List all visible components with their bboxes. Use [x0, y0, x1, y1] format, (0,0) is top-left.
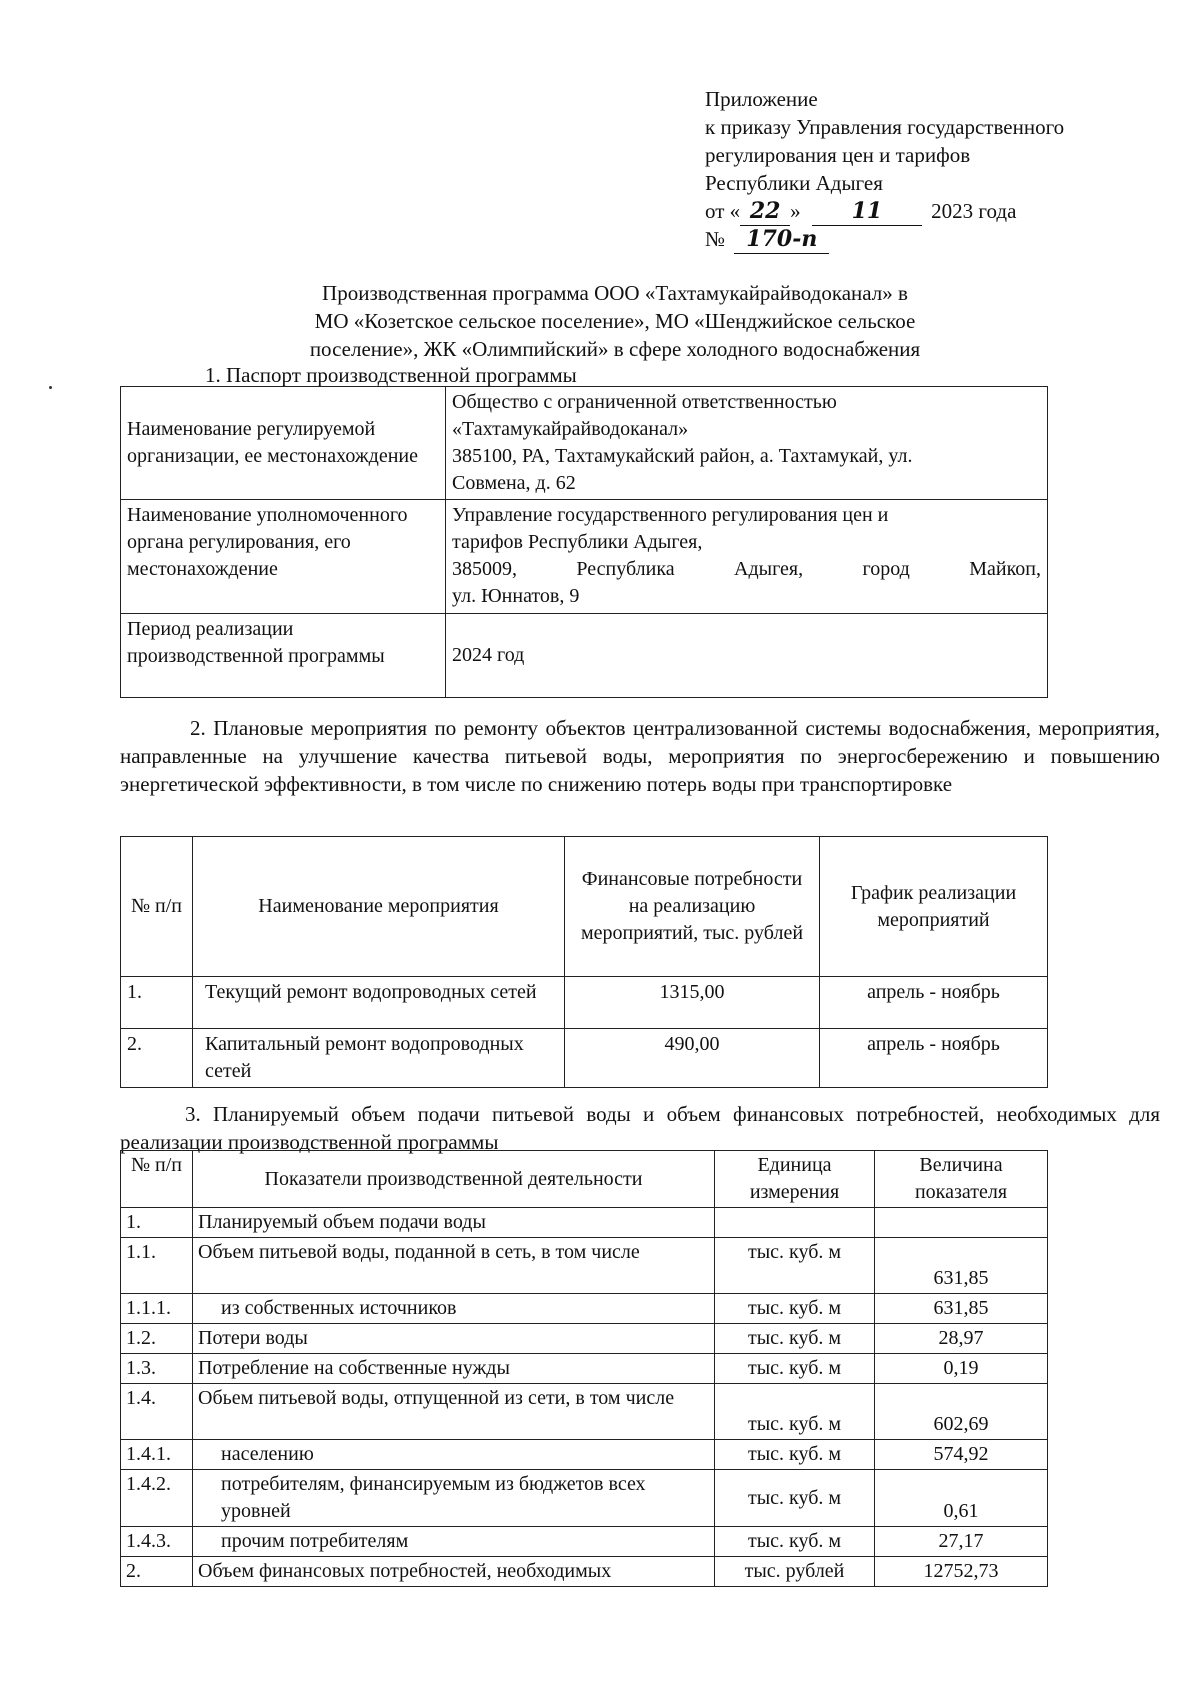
- indicator-unit: [715, 1208, 875, 1238]
- table-row: [121, 1208, 1048, 1238]
- table-row: [121, 1527, 1048, 1557]
- passport-value: [446, 614, 1048, 698]
- table-row: [121, 1470, 1048, 1527]
- title-line-2: МО «Козетское сельское поселение», МО «Шенджийское сельское: [314, 309, 916, 333]
- indicator-unit: тыс. куб. м: [715, 1354, 875, 1384]
- indicator-unit: тыс. куб. м: [715, 1527, 875, 1557]
- section3-heading: 3. Планируемый объем подачи питьевой воды и объем финансовых потребностей, необходимых для реализации производственной программы: [120, 1102, 1160, 1154]
- indicator-name: населению: [193, 1440, 715, 1470]
- row-number: 1.: [121, 1208, 193, 1238]
- section1-heading: 1. Паспорт производственной программы: [205, 363, 577, 387]
- measure-schedule: апрель - ноябрь: [820, 977, 1048, 1029]
- col-number: № п/п: [121, 1151, 193, 1208]
- indicator-value: 631,85: [875, 1238, 1048, 1294]
- table-row: [121, 1440, 1048, 1470]
- indicator-unit: тыс. куб. м: [715, 1470, 875, 1527]
- appendix-title: Приложение: [705, 87, 818, 111]
- passport-row: [121, 614, 1048, 698]
- row-number: 1.2.: [121, 1324, 193, 1354]
- indicator-value: [875, 1208, 1048, 1238]
- passport-value: [446, 387, 1048, 500]
- indicator-unit: тыс. куб. м: [715, 1324, 875, 1354]
- indicator-name: Потребление на собственные нужды: [193, 1354, 715, 1384]
- date-mid: »: [790, 199, 801, 223]
- value-line: 2024 год: [452, 644, 525, 666]
- col-unit: Единица измерения: [715, 1151, 875, 1208]
- value-line: 385009, Республика Адыгея, город Майкоп,: [452, 558, 1041, 580]
- date-suffix: 2023 года: [931, 199, 1017, 223]
- passport-table: [120, 386, 1048, 698]
- value-line: «Тахтамукайрайводоканал»: [452, 418, 689, 440]
- scan-speck: [49, 386, 52, 389]
- indicator-unit: тыс. куб. м: [715, 1294, 875, 1324]
- row-number: 1.4.2.: [121, 1470, 193, 1527]
- col-value: Величина показателя: [875, 1151, 1048, 1208]
- indicator-name: из собственных источников: [193, 1294, 715, 1324]
- table-row: [121, 1557, 1048, 1587]
- passport-row: [121, 500, 1048, 614]
- indicator-value: 574,92: [875, 1440, 1048, 1470]
- row-number: 2.: [121, 1029, 193, 1088]
- indicator-value: 27,17: [875, 1527, 1048, 1557]
- passport-label: Наименование уполномоченного органа регулирования, его местонахождение: [121, 500, 446, 614]
- appendix-line-4: Республики Адыгея: [705, 171, 883, 195]
- indicators-table: [120, 1150, 1048, 1587]
- indicator-value: 602,69: [875, 1384, 1048, 1440]
- table-row: [121, 1029, 1048, 1088]
- indicator-value: 0,19: [875, 1354, 1048, 1384]
- row-number: 1.1.: [121, 1238, 193, 1294]
- measure-name: Капитальный ремонт водопроводных сетей: [193, 1029, 565, 1088]
- value-line: ул. Юннатов, 9: [452, 585, 580, 607]
- indicator-unit: тыс. куб. м: [715, 1384, 875, 1440]
- appendix-line-2: к приказу Управления государственного: [705, 115, 1065, 139]
- indicator-value: 631,85: [875, 1294, 1048, 1324]
- measures-table: [120, 836, 1048, 1088]
- appendix-line-3: регулирования цен и тарифов: [705, 143, 971, 167]
- table-row: [121, 1324, 1048, 1354]
- passport-row: [121, 387, 1048, 500]
- measure-name: Текущий ремонт водопроводных сетей: [193, 977, 565, 1029]
- title-line-3: поселение», ЖК «Олимпийский» в сфере холодного водоснабжения: [309, 337, 921, 361]
- appendix-number: [705, 225, 829, 254]
- indicator-name: Обьем питьевой воды, отпущенной из сети, в том числе: [193, 1384, 715, 1440]
- indicator-name: Потери воды: [193, 1324, 715, 1354]
- passport-label: Наименование регулируемой организации, ее местонахождение: [121, 387, 446, 500]
- date-month: 11: [812, 197, 922, 226]
- row-number: 1.3.: [121, 1354, 193, 1384]
- table-row: [121, 1294, 1048, 1324]
- row-number: 1.4.1.: [121, 1440, 193, 1470]
- appendix-date: [705, 197, 1016, 226]
- col-measure-name: Наименование мероприятия: [193, 837, 565, 977]
- table-row: [121, 1238, 1048, 1294]
- indicator-value: 0,61: [875, 1470, 1048, 1527]
- indicator-name: Объем питьевой воды, поданной в сеть, в том числе: [193, 1238, 715, 1294]
- number-value: 170-п: [734, 225, 829, 254]
- date-day: 22: [740, 197, 790, 226]
- row-number: 1.4.3.: [121, 1527, 193, 1557]
- value-line: Управление государственного регулирования цен и: [452, 504, 889, 526]
- passport-label: Период реализации производственной программы: [121, 614, 446, 698]
- indicator-unit: тыс. куб. м: [715, 1440, 875, 1470]
- measure-cost: 1315,00: [565, 977, 820, 1029]
- value-line: тарифов Республики Адыгея,: [452, 531, 703, 553]
- table-row: [121, 1384, 1048, 1440]
- measures-header-row: [121, 837, 1048, 977]
- col-number: № п/п: [121, 837, 193, 977]
- title-line-1: Производственная программа ООО «Тахтамукайрайводоканал» в: [322, 281, 908, 305]
- section2-heading: 2. Плановые мероприятия по ремонту объектов централизованной системы водоснабжения, мероприятия, направленные на улучшение качества питьевой воды, мероприятия по энергосбережению и повышению энергетической эффективности, в том числе по снижению потерь воды при транспортировке: [120, 716, 1160, 796]
- passport-value: [446, 500, 1048, 614]
- col-schedule: График реализации мероприятий: [820, 837, 1048, 977]
- row-number: 2.: [121, 1557, 193, 1587]
- indicator-unit: тыс. рублей: [715, 1557, 875, 1587]
- table-row: [121, 977, 1048, 1029]
- table-row: [121, 1354, 1048, 1384]
- measure-schedule: апрель - ноябрь: [820, 1029, 1048, 1088]
- number-prefix: №: [705, 227, 726, 251]
- value-line: Совмена, д. 62: [452, 472, 576, 494]
- date-prefix: от «: [705, 199, 741, 223]
- row-number: 1.1.1.: [121, 1294, 193, 1324]
- row-number: 1.: [121, 977, 193, 1029]
- indicator-value: 12752,73: [875, 1557, 1048, 1587]
- col-indicator: Показатели производственной деятельности: [193, 1151, 715, 1208]
- indicators-header-row: [121, 1151, 1048, 1208]
- measure-cost: 490,00: [565, 1029, 820, 1088]
- indicator-name: прочим потребителям: [193, 1527, 715, 1557]
- indicator-name: Объем финансовых потребностей, необходимых: [193, 1557, 715, 1587]
- value-line: 385100, РА, Тахтамукайский район, а. Тахтамукай, ул.: [452, 445, 913, 467]
- value-line: Общество с ограниченной ответственностью: [452, 391, 837, 413]
- indicator-unit: тыс. куб. м: [715, 1238, 875, 1294]
- indicator-name: потребителям, финансируемым из бюджетов всех уровней: [193, 1470, 715, 1527]
- indicator-name: Планируемый объем подачи воды: [193, 1208, 715, 1238]
- row-number: 1.4.: [121, 1384, 193, 1440]
- col-financial-needs: Финансовые потребности на реализацию мероприятий, тыс. рублей: [565, 837, 820, 977]
- indicator-value: 28,97: [875, 1324, 1048, 1354]
